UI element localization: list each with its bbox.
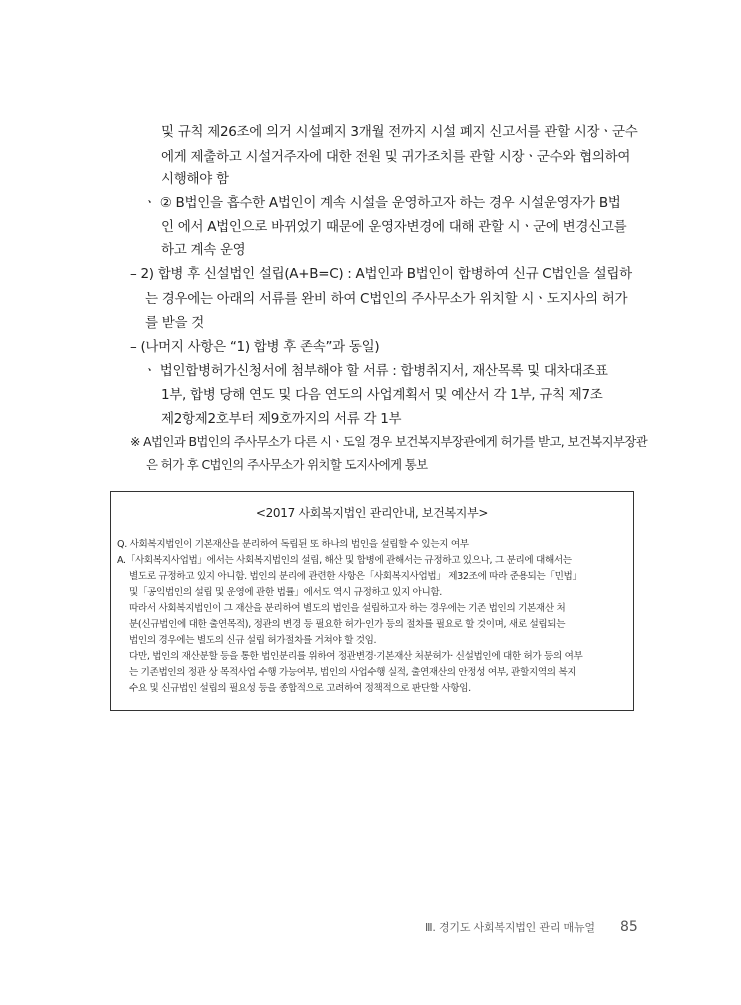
body-line: 1부, 합병 당해 연도 및 다음 연도의 사업계획서 및 예산서 각 1부, 규칙 제7조 [161, 387, 603, 403]
box-line: 다만, 법인의 재산분할 등을 통한 법인분리를 위하여 정관변경·기본재산 처분허가· 신설법인에 대한 허가 등의 여부 [129, 651, 583, 662]
page-number: 85 [620, 919, 638, 935]
box-line: 따라서 사회복지법인이 그 재산을 분리하여 별도의 법인을 설립하고자 하는 경우에는 기존 법인의 기본재산 처 [129, 603, 566, 614]
body-line: 에게 제출하고 시설거주자에 대한 전원 및 귀가조치를 관할 시장ㆍ군수와 협의하여 [161, 149, 631, 165]
footer-section-title: Ⅲ. 경기도 사회복지법인 관리 매뉴얼 [425, 921, 595, 934]
box-line: 분(신규법인에 대한 출연목적), 정관의 변경 등 필요한 허가·인가 등의 절차를 필요로 할 것이며, 새로 설립되는 [129, 619, 566, 630]
box-line: 법인의 경우에는 별도의 신규 설립 허가절차를 거쳐야 할 것임. [129, 635, 377, 646]
box-line: 별도로 규정하고 있지 아니함. 법인의 분리에 관련한 사항은「사회복지사업법」 제32조에 따라 준용되는「민법」 [129, 571, 582, 582]
box-line: 수요 및 신규법인 설립의 필요성 등을 종합적으로 고려하여 정책적으로 판단할 사항임. [129, 683, 471, 694]
body-line: 제2항제2호부터 제9호까지의 서류 각 1부 [161, 411, 402, 427]
body-line: 인 에서 A법인으로 바뀌었기 때문에 운영자변경에 대해 관할 시ㆍ군에 변경신고를 [161, 219, 627, 235]
dash-item: – (나머지 사항은 “1) 합병 후 존속”과 동일) [130, 339, 380, 355]
body-line: 하고 계속 운영 [161, 242, 246, 258]
box-question: Q. 사회복지법인이 기본재산을 분리하여 독립된 또 하나의 법인을 설립할 수 있는지 여부 [117, 539, 469, 550]
body-line: 는 경우에는 아래의 서류를 완비 하여 C법인의 주사무소가 위치할 시ㆍ도지사의 허가 [145, 291, 628, 307]
body-line: 은 허가 후 C법인의 주사무소가 위치할 도지사에게 통보 [146, 457, 428, 472]
note-item: ※ A법인과 B법인의 주사무소가 다른 시ㆍ도일 경우 보건복지부장관에게 허가를 받고, 보건복지부장관 [130, 434, 648, 449]
box-line: 및「공익법인의 설립 및 운영에 관한 법률」에서도 역시 규정하고 있지 아니함. [129, 587, 443, 598]
body-line: 시행해야 함 [161, 171, 229, 187]
reference-box [110, 491, 634, 711]
box-line: 는 기존법인의 정관 상 목적사업 수행 가능여부, 법인의 사업수행 실적, 출연재산의 안정성 여부, 관할지역의 복지 [129, 667, 577, 678]
box-title: <2017 사회복지법인 관리안내, 보건복지부> [255, 506, 489, 520]
body-line: 및 규칙 제26조에 의거 시설폐지 3개월 전까지 시설 폐지 신고서를 관할 시장ㆍ군수 [161, 124, 638, 140]
body-line: 를 받을 것 [145, 315, 204, 331]
bullet-item: ㆍ ② B법인을 흡수한 A법인이 계속 시설을 운영하고자 하는 경우 시설운영자가 B법 [143, 195, 621, 211]
bullet-item: ㆍ 법인합병허가신청서에 첨부해야 할 서류 : 합병취지서, 재산목록 및 대차대조표 [143, 363, 608, 379]
dash-item: – 2) 합병 후 신설법인 설립(A+B=C) : A법인과 B법인이 합병하여 신규 C법인을 설립하 [130, 266, 632, 282]
box-answer: A.「사회복지사업법」에서는 사회복지법인의 설립, 해산 및 합병에 관해서는 규정하고 있으나, 그 분리에 대해서는 [117, 555, 572, 566]
